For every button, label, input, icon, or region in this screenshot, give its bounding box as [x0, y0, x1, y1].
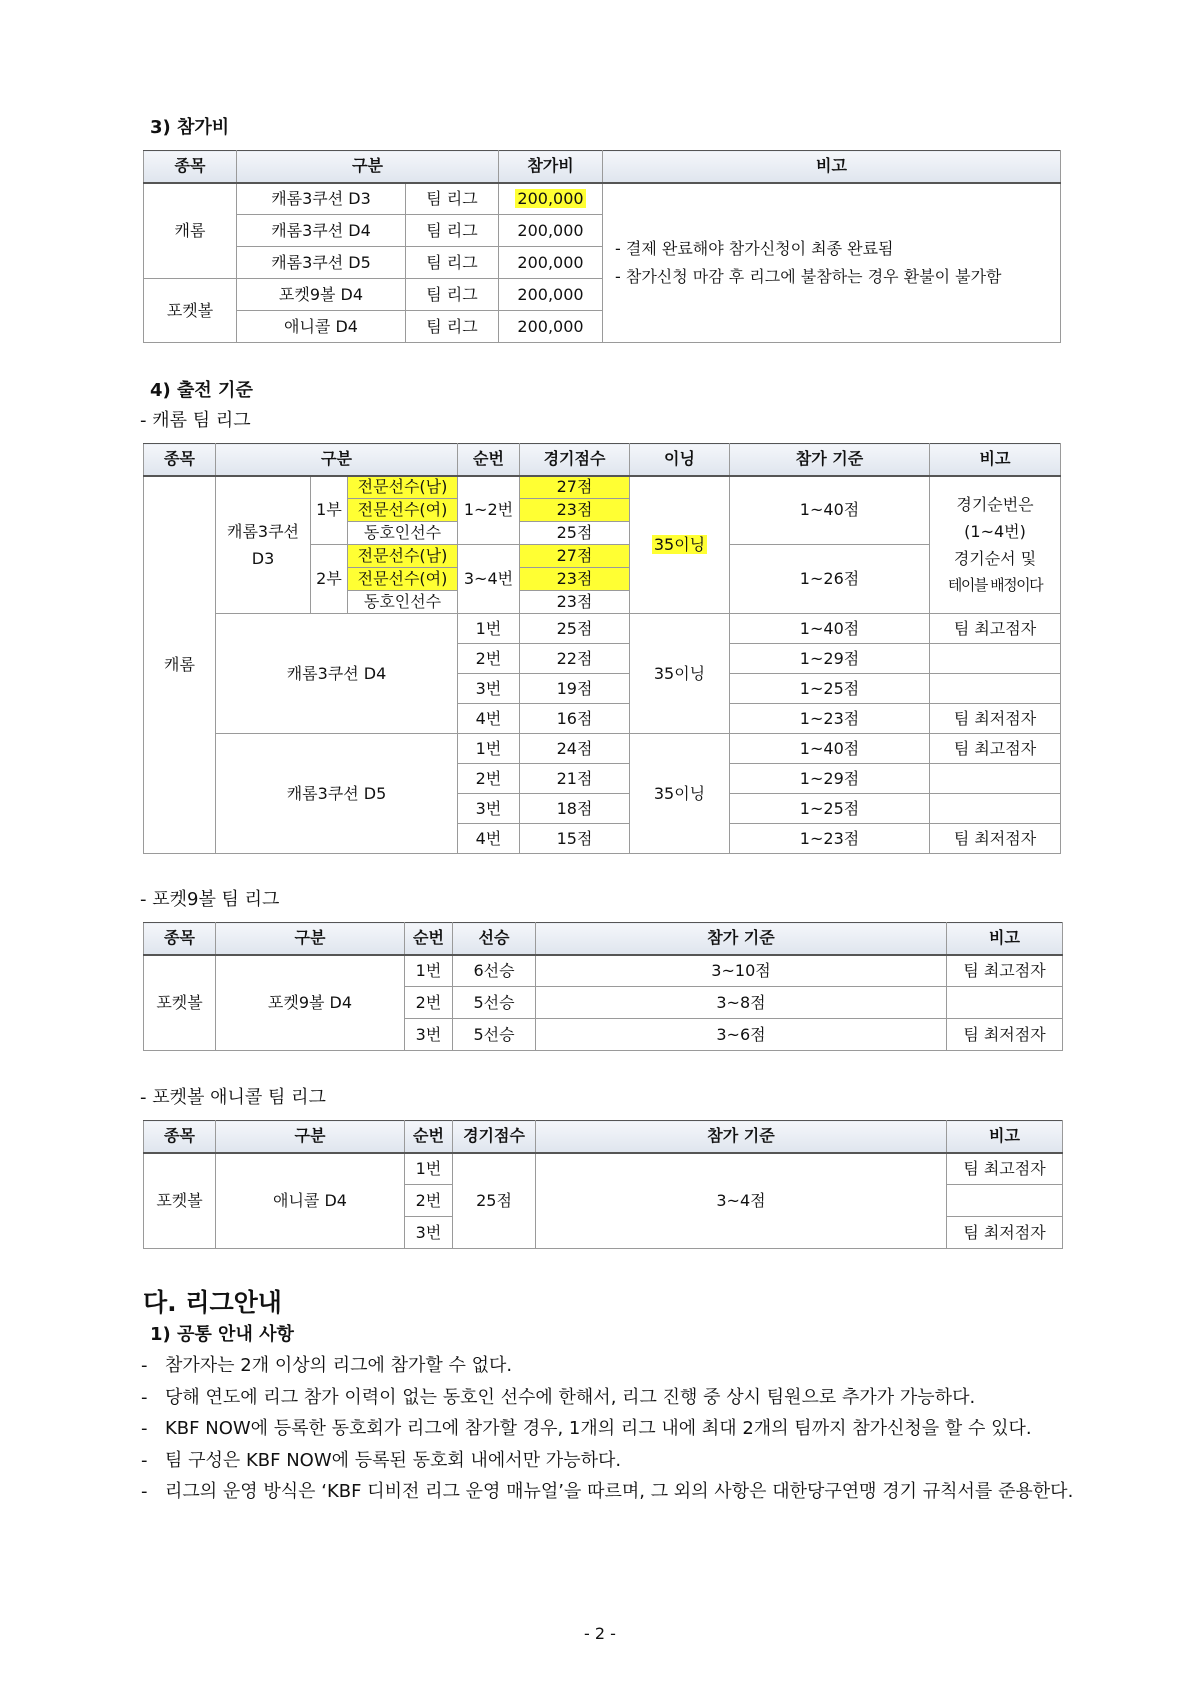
header-cell: 비고	[603, 151, 1061, 183]
score-cell: 15점	[520, 824, 630, 854]
division-cell: 포켓9볼 D4	[237, 279, 406, 311]
order-cell: 1번	[405, 955, 453, 987]
header-cell: 참가 기준	[536, 1121, 947, 1153]
part-cell: 1부	[311, 476, 348, 545]
criteria-cell: 1~40점	[730, 614, 930, 644]
division-cell: 캐롬3쿠션 D5	[237, 247, 406, 279]
score-cell: 21점	[520, 764, 630, 794]
score-cell: 25점	[520, 614, 630, 644]
category-cell: 포켓볼	[144, 955, 216, 1051]
order-cell: 2번	[458, 644, 520, 674]
player-cell: 전문선수(여)	[348, 499, 458, 522]
criteria-cell: 1~25점	[730, 794, 930, 824]
category-cell: 포켓볼	[144, 1153, 216, 1249]
criteria-cell: 3~4점	[536, 1153, 947, 1249]
criteria-cell: 3~10점	[536, 955, 947, 987]
highlighted-inning: 35이닝	[653, 534, 706, 554]
header-cell: 종목	[144, 151, 237, 183]
subsection-common-notes: 1) 공통 안내 사항	[150, 1324, 294, 1345]
note-text: 참가자는 2개 이상의 리그에 참가할 수 없다.	[165, 1355, 513, 1376]
subsection-carom: - 캐롬 팀 리그	[140, 410, 251, 431]
pocket9-criteria-table	[143, 922, 1063, 1051]
order-cell: 3~4번	[458, 545, 520, 614]
score-cell: 23점	[520, 568, 630, 591]
race-cell: 5선승	[453, 987, 536, 1019]
category-cell: 캐롬	[144, 476, 216, 854]
fee-cell: 200,000	[499, 247, 603, 279]
score-cell: 19점	[520, 674, 630, 704]
order-cell: 2번	[405, 1185, 453, 1217]
order-cell: 3번	[458, 794, 520, 824]
note-text: 당해 연도에 리그 참가 이력이 없는 동호인 선수에 한해서, 리그 진행 중 상시 팀원으로 추가가 가능하다.	[165, 1386, 976, 1408]
note-line: 경기순서 및	[953, 548, 1037, 568]
criteria-cell: 1~40점	[730, 476, 930, 545]
note-cell	[930, 794, 1061, 824]
note-cell: 팀 최고점자	[947, 1153, 1063, 1185]
criteria-cell: 1~25점	[730, 674, 930, 704]
fee-cell	[499, 183, 603, 215]
criteria-cell: 3~8점	[536, 987, 947, 1019]
fee-cell: 200,000	[499, 215, 603, 247]
player-cell: 전문선수(여)	[348, 568, 458, 591]
common-notes-list	[141, 1350, 1076, 1508]
inning-cell	[630, 476, 730, 614]
memo-line: - 결제 완료해야 참가신청이 최종 완료됨	[615, 238, 894, 258]
order-cell: 1~2번	[458, 476, 520, 545]
header-cell: 구분	[216, 923, 405, 955]
note-cell	[930, 644, 1061, 674]
score-cell: 24점	[520, 734, 630, 764]
type-cell: 팀 리그	[406, 247, 499, 279]
order-cell: 4번	[458, 704, 520, 734]
category-cell: 포켓볼	[144, 279, 237, 343]
type-cell: 팀 리그	[406, 215, 499, 247]
score-cell: 27점	[520, 545, 630, 568]
note-text: KBF NOW에 등록한 동호회가 리그에 참가할 경우, 1개의 리그 내에 최대 2개의 팀까지 참가신청을 할 수 있다.	[165, 1418, 1032, 1439]
header-cell: 선승	[453, 923, 536, 955]
subsection-pocket9: - 포켓9볼 팀 리그	[140, 889, 280, 910]
score-cell: 23점	[520, 591, 630, 614]
race-cell: 6선승	[453, 955, 536, 987]
score-cell: 25점	[520, 522, 630, 545]
memo-line: - 참가신청 마감 후 리그에 불참하는 경우 환불이 불가함	[615, 266, 1002, 286]
note-cell	[930, 764, 1061, 794]
note-cell: 팀 최고점자	[930, 734, 1061, 764]
criteria-cell: 1~23점	[730, 824, 930, 854]
note-cell: 팀 최고점자	[947, 955, 1063, 987]
order-cell: 1번	[458, 734, 520, 764]
player-cell: 전문선수(남)	[348, 476, 458, 499]
anycall-criteria-table	[143, 1120, 1063, 1249]
player-cell: 동호인선수	[348, 591, 458, 614]
highlighted-fee: 200,000	[517, 188, 584, 208]
division-cell: 애니콜 D4	[216, 1153, 405, 1249]
header-cell: 종목	[144, 1121, 216, 1153]
subsection-anycall: - 포켓볼 애니콜 팀 리그	[140, 1087, 326, 1108]
score-cell: 22점	[520, 644, 630, 674]
division-cell: 캐롬3쿠션 D3	[237, 183, 406, 215]
order-cell: 1번	[405, 1153, 453, 1185]
order-cell: 3번	[458, 674, 520, 704]
note-cell: 팀 최고점자	[930, 614, 1061, 644]
carom-criteria-table	[143, 443, 1061, 854]
note-line: 경기순번은	[956, 494, 1034, 514]
note-cell	[930, 476, 1061, 614]
header-cell: 경기점수	[453, 1121, 536, 1153]
criteria-cell: 3~6점	[536, 1019, 947, 1051]
division-cell: 캐롬3쿠션 D4	[216, 614, 458, 734]
header-cell: 순번	[405, 923, 453, 955]
inning-cell: 35이닝	[630, 614, 730, 734]
order-cell: 3번	[405, 1019, 453, 1051]
header-cell: 참가 기준	[730, 444, 930, 476]
header-cell: 종목	[144, 923, 216, 955]
race-cell: 5선승	[453, 1019, 536, 1051]
part-cell: 2부	[311, 545, 348, 614]
inning-cell: 35이닝	[630, 734, 730, 854]
criteria-cell: 1~26점	[730, 545, 930, 614]
fee-table	[143, 150, 1061, 343]
note-cell	[947, 1185, 1063, 1217]
note-cell	[930, 674, 1061, 704]
score-cell: 16점	[520, 704, 630, 734]
page-number: - 2 -	[584, 1624, 616, 1643]
note-cell: 팀 최저점자	[930, 704, 1061, 734]
division-label: 캐롬3쿠션 D3	[226, 521, 299, 568]
division-cell	[216, 476, 311, 614]
score-cell: 25점	[453, 1153, 536, 1249]
note-text: 리그의 운영 방식은 ‘KBF 디비전 리그 운영 매뉴얼’을 따르며, 그 외의 사항은 대한당구연맹 경기 규칙서를 준용한다.	[165, 1481, 1074, 1502]
header-cell: 비고	[930, 444, 1061, 476]
list-item: - 리그의 운영 방식은 ‘KBF 디비전 리그 운영 매뉴얼’을 따르며, 그 외의 사항은 대한당구연맹 경기 규칙서를 준용한다.	[141, 1476, 1076, 1508]
list-item: - KBF NOW에 등록한 동호회가 리그에 참가할 경우, 1개의 리그 내에 최대 2개의 팀까지 참가신청을 할 수 있다.	[141, 1413, 1076, 1445]
score-cell: 27점	[520, 476, 630, 499]
order-cell: 4번	[458, 824, 520, 854]
note-line: (1~4번)	[964, 521, 1026, 541]
fee-cell: 200,000	[499, 311, 603, 343]
section-title-fee: 3) 참가비	[150, 117, 230, 138]
note-cell: 팀 최저점자	[947, 1217, 1063, 1249]
list-item: - 팀 구성은 KBF NOW에 등록된 동호회 내에서만 가능하다.	[141, 1445, 1076, 1477]
criteria-cell: 1~23점	[730, 704, 930, 734]
header-cell: 순번	[405, 1121, 453, 1153]
division-cell: 포켓9볼 D4	[216, 955, 405, 1051]
header-cell: 구분	[216, 444, 458, 476]
division-cell: 캐롬3쿠션 D4	[237, 215, 406, 247]
order-cell: 2번	[405, 987, 453, 1019]
memo-cell	[603, 183, 1061, 343]
header-cell: 비고	[947, 923, 1063, 955]
section-title-league-info: 다. 리그안내	[143, 1288, 282, 1317]
header-cell: 구분	[216, 1121, 405, 1153]
order-cell: 2번	[458, 764, 520, 794]
type-cell: 팀 리그	[406, 183, 499, 215]
note-line: 테이블 배정이다	[947, 575, 1043, 594]
header-cell: 이닝	[630, 444, 730, 476]
category-cell: 캐롬	[144, 183, 237, 279]
criteria-cell: 1~29점	[730, 644, 930, 674]
order-cell: 1번	[458, 614, 520, 644]
header-cell: 참가비	[499, 151, 603, 183]
header-cell: 순번	[458, 444, 520, 476]
header-cell: 종목	[144, 444, 216, 476]
section-title-criteria: 4) 출전 기준	[150, 380, 253, 401]
player-cell: 전문선수(남)	[348, 545, 458, 568]
note-cell: 팀 최저점자	[947, 1019, 1063, 1051]
header-cell: 구분	[237, 151, 499, 183]
score-cell: 18점	[520, 794, 630, 824]
list-item: - 참가자는 2개 이상의 리그에 참가할 수 없다.	[141, 1350, 1076, 1382]
division-cell: 캐롬3쿠션 D5	[216, 734, 458, 854]
list-item: - 당해 연도에 리그 참가 이력이 없는 동호인 선수에 한해서, 리그 진행 중 상시 팀원으로 추가가 가능하다.	[141, 1382, 1076, 1414]
division-cell: 애니콜 D4	[237, 311, 406, 343]
note-cell: 팀 최저점자	[930, 824, 1061, 854]
header-cell: 참가 기준	[536, 923, 947, 955]
criteria-cell: 1~40점	[730, 734, 930, 764]
note-cell	[947, 987, 1063, 1019]
score-cell: 23점	[520, 499, 630, 522]
header-cell: 비고	[947, 1121, 1063, 1153]
type-cell: 팀 리그	[406, 311, 499, 343]
criteria-cell: 1~29점	[730, 764, 930, 794]
fee-cell: 200,000	[499, 279, 603, 311]
header-cell: 경기점수	[520, 444, 630, 476]
note-text: 팀 구성은 KBF NOW에 등록된 동호회 내에서만 가능하다.	[165, 1449, 622, 1471]
player-cell: 동호인선수	[348, 522, 458, 545]
order-cell: 3번	[405, 1217, 453, 1249]
type-cell: 팀 리그	[406, 279, 499, 311]
